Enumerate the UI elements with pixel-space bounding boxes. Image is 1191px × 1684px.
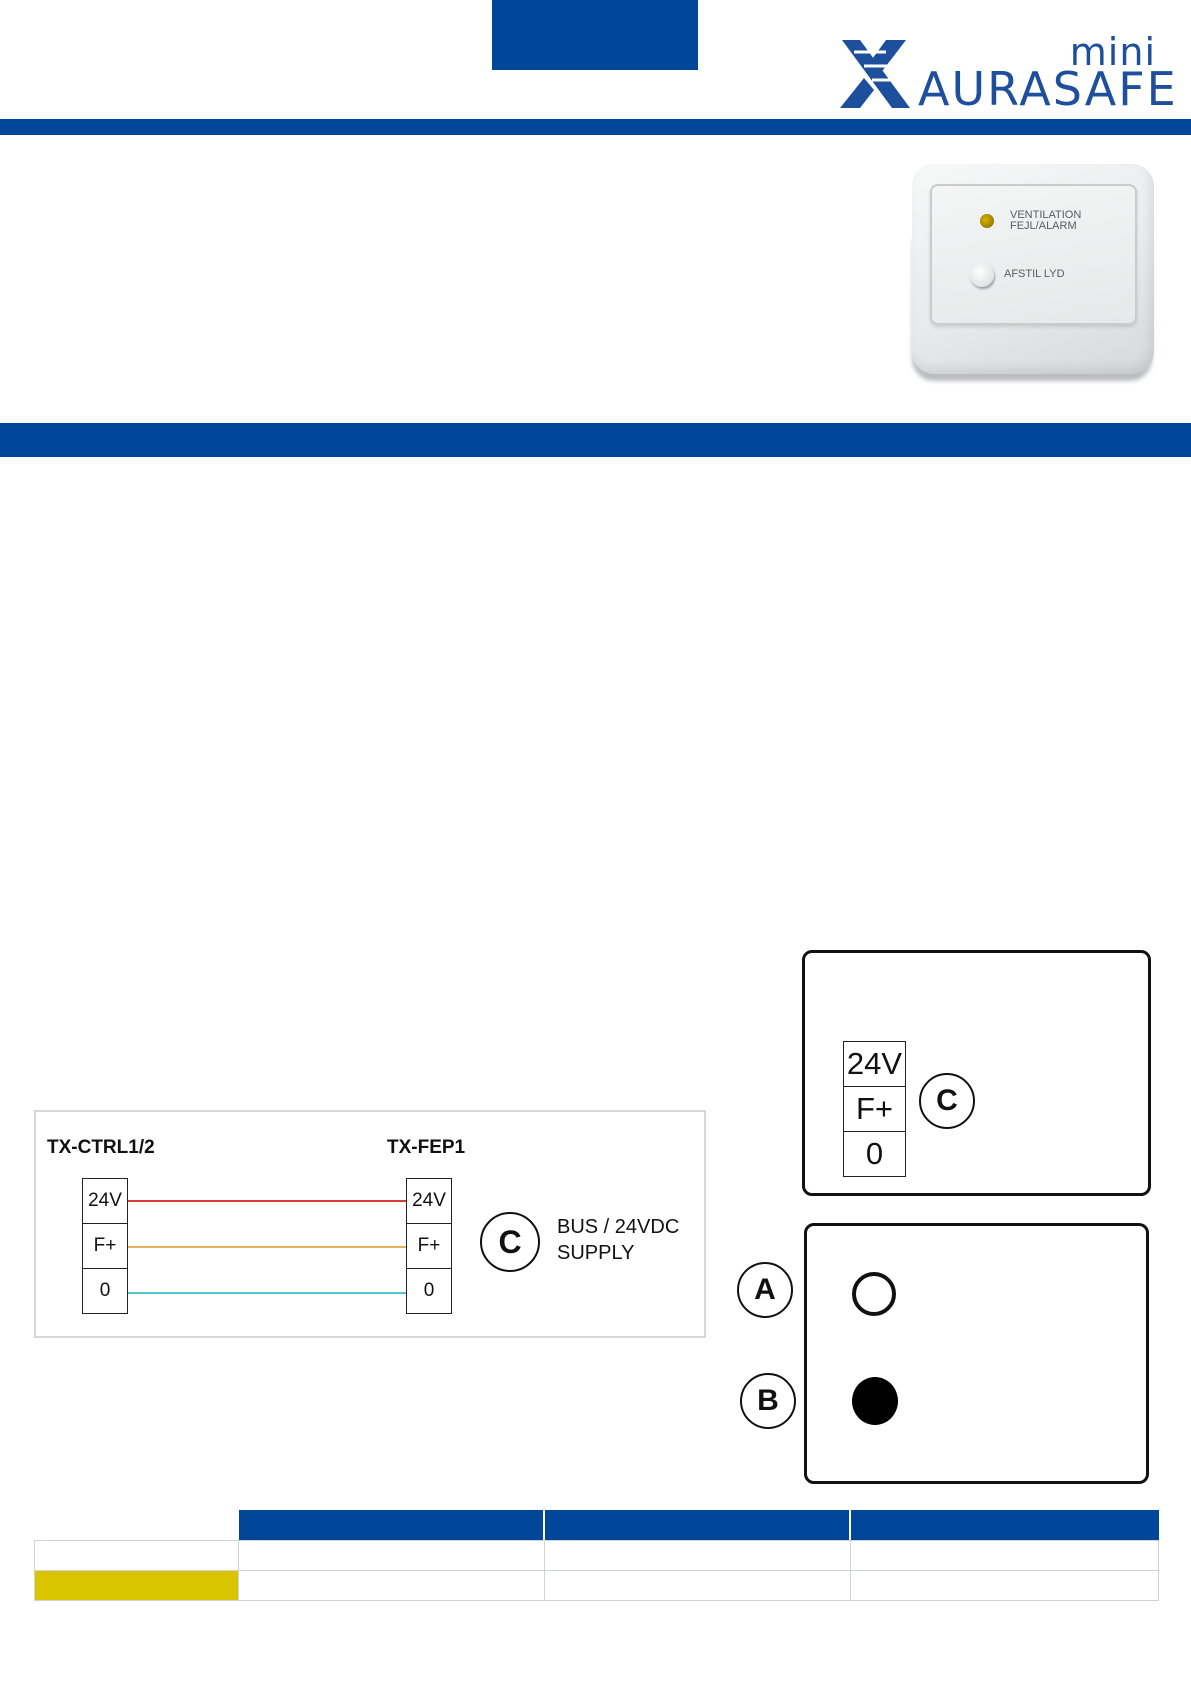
table-header-cell [239, 1510, 543, 1540]
status-table [34, 1510, 1159, 1602]
device-front-plate [930, 184, 1137, 325]
panel-terminal-block [406, 1178, 452, 1314]
table-cell [238, 1570, 545, 1601]
alarm-led-icon [980, 214, 994, 228]
table-cell-highlight [34, 1570, 239, 1601]
section-rule [0, 423, 1191, 457]
logo-mini-text: mini [1069, 30, 1156, 74]
terminal-24v: 24V [406, 1178, 452, 1224]
bus-description-line1: BUS / 24VDC [557, 1216, 680, 1238]
led-label-line2: FEJL/ALARM [1010, 220, 1077, 232]
back-terminal-block [843, 1041, 906, 1177]
table-cell [850, 1540, 1159, 1571]
controller-terminal-block [82, 1178, 128, 1314]
wire-f-plus [128, 1246, 406, 1248]
led-label-line1: VENTILATION [1010, 209, 1082, 221]
table-cell [34, 1540, 239, 1571]
table-header-cell [851, 1510, 1159, 1540]
terminal-f-plus: F+ [406, 1223, 452, 1269]
terminal-0: 0 [843, 1131, 906, 1177]
marker-b: B [740, 1373, 796, 1429]
terminal-24v: 24V [82, 1178, 128, 1224]
header-tab [492, 0, 698, 70]
terminal-f-plus: F+ [843, 1086, 906, 1132]
terminal-f-plus: F+ [82, 1223, 128, 1269]
front-panel [804, 1223, 1149, 1484]
table-cell [544, 1570, 851, 1601]
controller-title: TX-CTRL1/2 [47, 1137, 155, 1158]
led-indicator-icon [852, 1272, 896, 1316]
bus-description-line2: SUPPLY [557, 1242, 635, 1264]
terminal-24v: 24V [843, 1041, 906, 1087]
marker-c: C [919, 1073, 975, 1129]
terminal-0: 0 [82, 1268, 128, 1314]
panel-title: TX-FEP1 [387, 1137, 466, 1158]
terminal-0: 0 [406, 1268, 452, 1314]
table-cell [850, 1570, 1159, 1601]
table-header-cell [545, 1510, 849, 1540]
logo-aurasafe-text: AURASAFE [918, 62, 1178, 116]
button-label: AFSTIL LYD [1004, 268, 1065, 280]
aurasafe-logo [840, 30, 1178, 116]
wire-0 [128, 1292, 406, 1294]
marker-a: A [737, 1262, 793, 1318]
header-rule [0, 119, 1191, 135]
silence-button-icon [970, 263, 994, 287]
marker-c: C [480, 1212, 540, 1272]
table-cell [238, 1540, 545, 1571]
x-logo-icon [840, 38, 912, 110]
wire-24v [128, 1200, 406, 1202]
table-cell [544, 1540, 851, 1571]
button-indicator-icon [852, 1377, 898, 1425]
